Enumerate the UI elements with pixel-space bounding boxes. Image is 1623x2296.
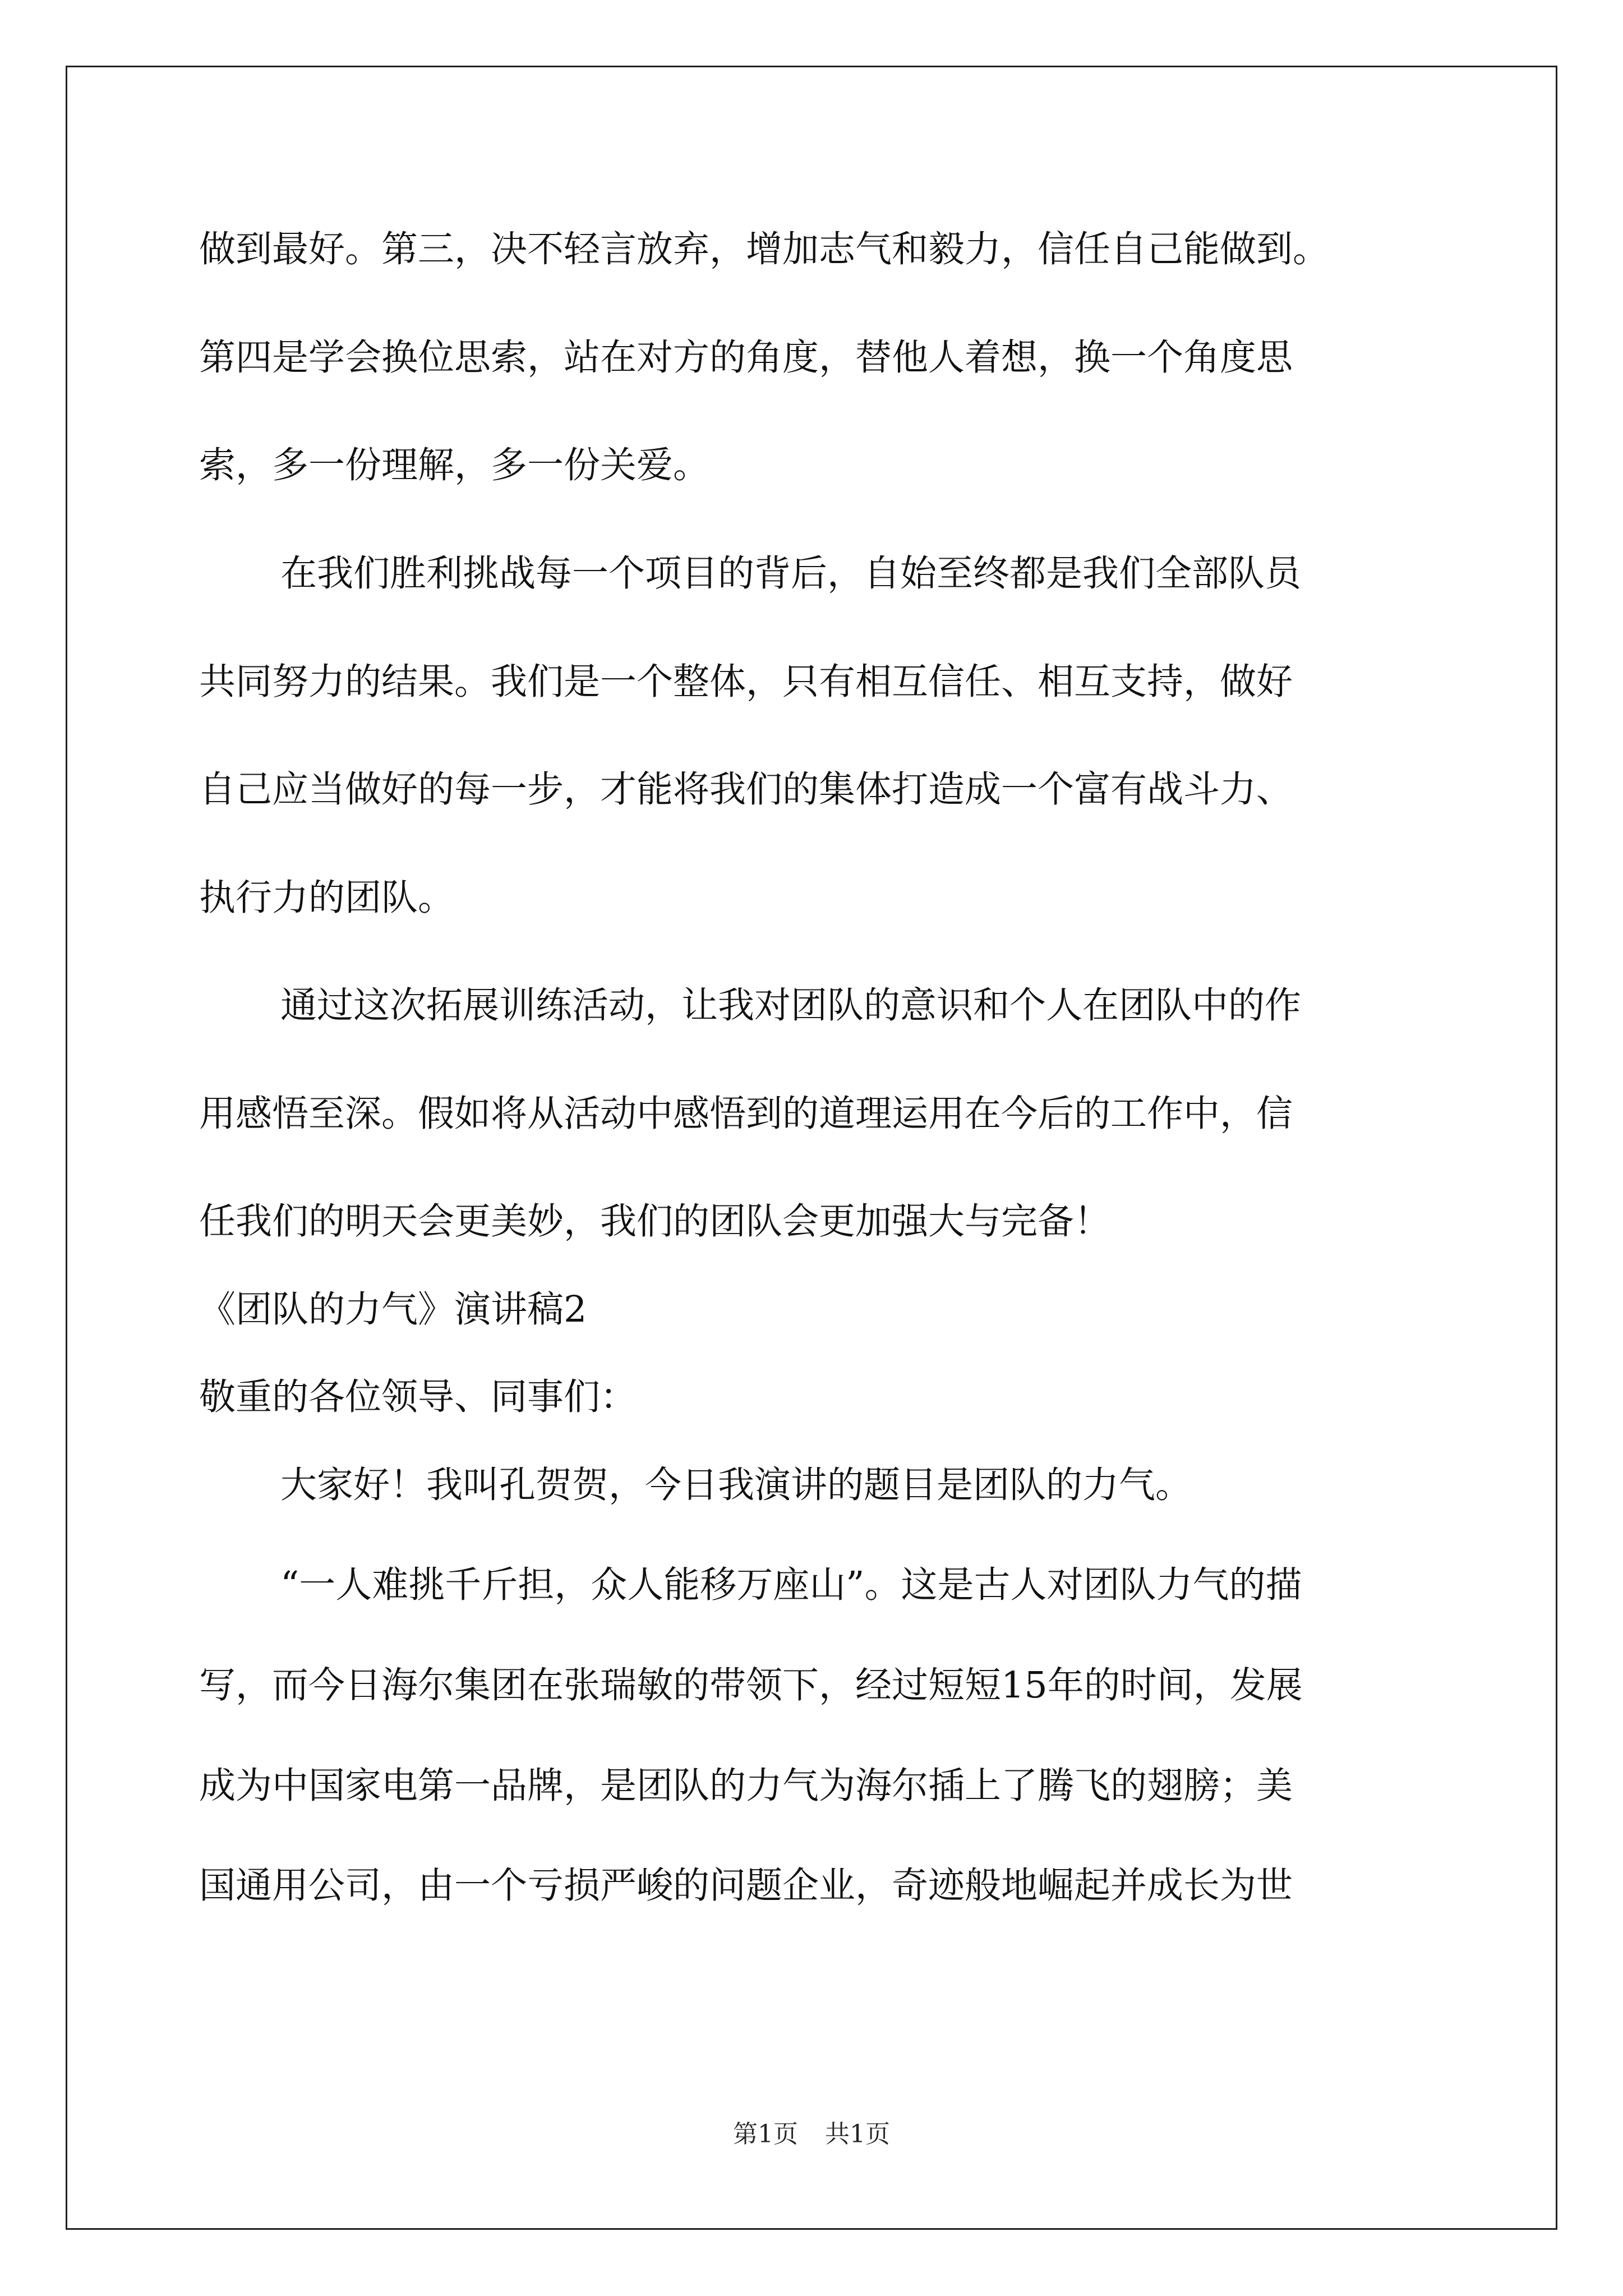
salutation: 敬重的各位领导、同事们： xyxy=(199,1376,637,1418)
section-title: 《团队的力气》演讲稿2 xyxy=(199,1289,587,1331)
page-total: 共1页 xyxy=(825,2120,890,2148)
paragraph-line: 成为中国家电第一品牌，是团队的力气为海尔插上了腾飞的翅膀；美 xyxy=(199,1765,1293,1807)
paragraph-line: 在我们胜利挑战每一个项目的背后，自始至终都是我们全部队员 xyxy=(280,553,1302,595)
paragraph-line: 写，而今日海尔集团在张瑞敏的带领下，经过短短15年的时间，发展 xyxy=(199,1664,1303,1706)
paragraph-line: 大家好！我叫孔贺贺，今日我演讲的题目是团队的力气。 xyxy=(280,1464,1192,1506)
paragraph-line: 第四是学会换位思索，站在对方的角度，替他人着想，换一个角度思 xyxy=(199,337,1293,379)
paragraph-line: 用感悟至深。假如将从活动中感悟到的道理运用在今后的工作中，信 xyxy=(199,1093,1293,1135)
paragraph-line: 执行力的团队。 xyxy=(199,877,455,919)
paragraph-line: 国通用公司，由一个亏损严峻的问题企业，奇迹般地崛起并成长为世 xyxy=(199,1865,1293,1907)
paragraph-line: “一人难挑千斤担，众人能移万座山”。这是古人对团队力气的描 xyxy=(280,1564,1302,1606)
page-footer xyxy=(0,2118,1623,2151)
paragraph-line: 索，多一份理解，多一份关爱。 xyxy=(199,444,710,486)
paragraph-line: 任我们的明天会更美妙，我们的团队会更加强大与完备！ xyxy=(199,1200,1111,1243)
paragraph-line: 做到最好。第三，决不轻言放弃，增加志气和毅力，信任自己能做到。 xyxy=(199,228,1330,270)
paragraph-line: 共同努力的结果。我们是一个整体，只有相互信任、相互支持，做好 xyxy=(199,661,1293,703)
paragraph-line: 自己应当做好的每一步，才能将我们的集体打造成一个富有战斗力、 xyxy=(199,769,1293,811)
page-number: 第1页 xyxy=(733,2120,798,2148)
paragraph-line: 通过这次拓展训练活动，让我对团队的意识和个人在团队中的作 xyxy=(280,984,1302,1027)
